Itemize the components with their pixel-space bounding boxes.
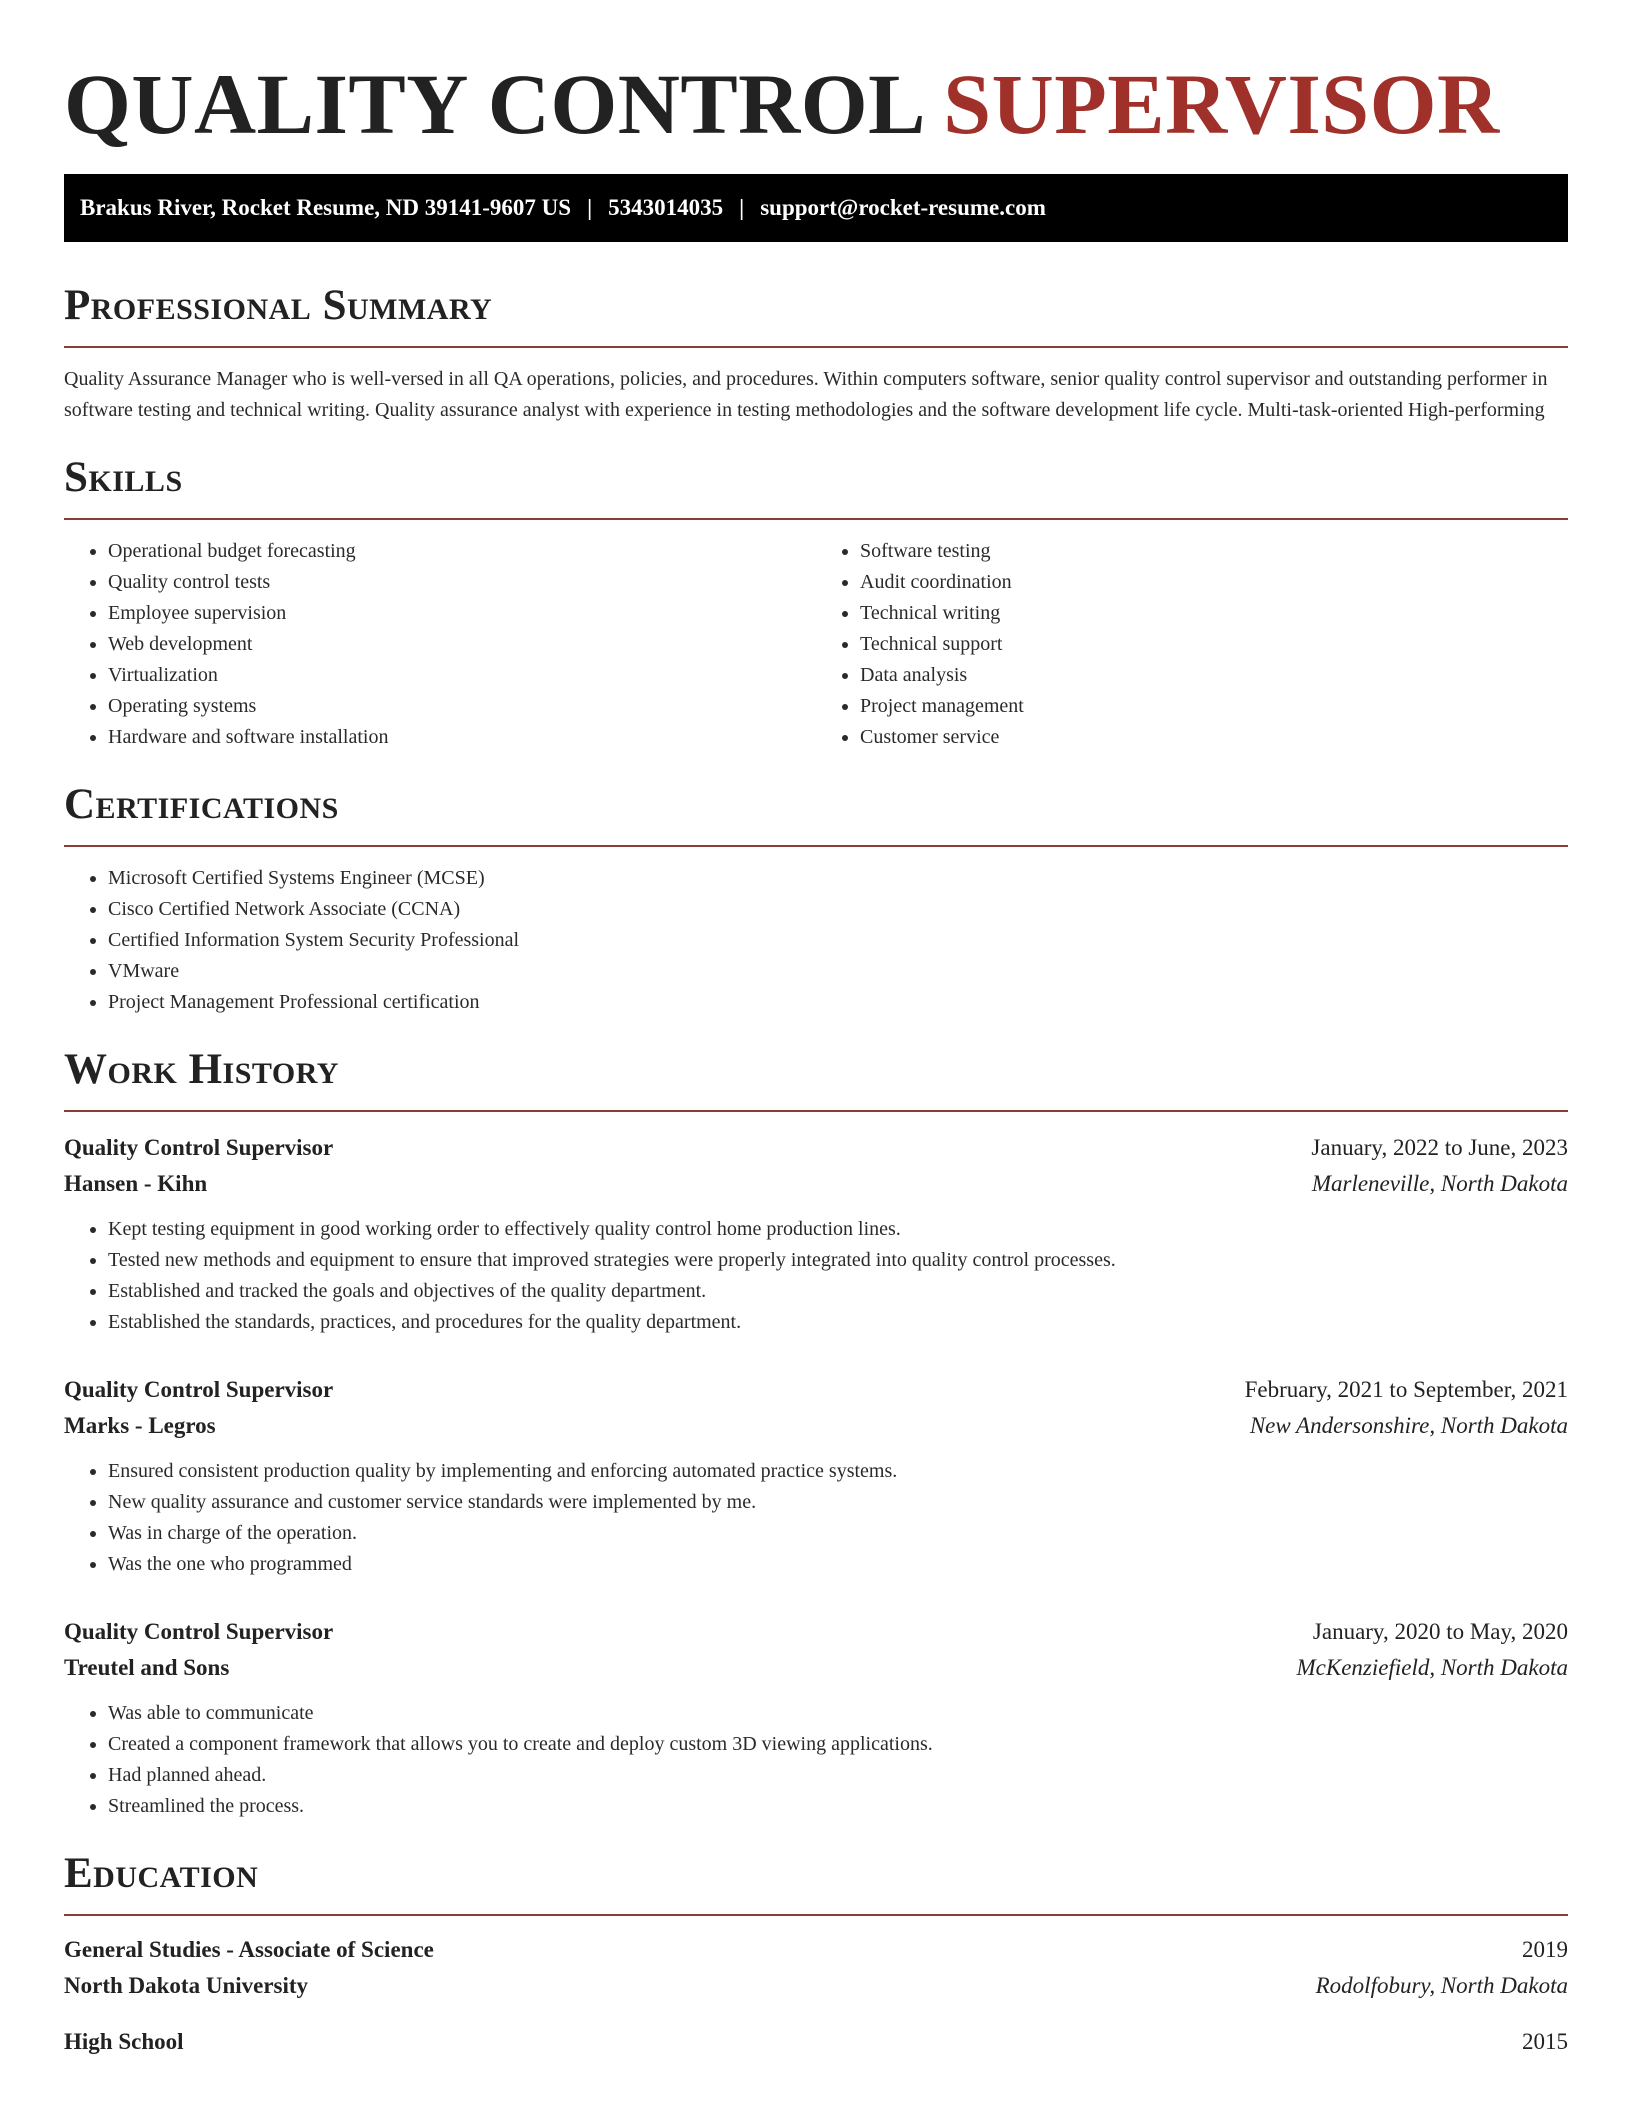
contact-bar	[64, 174, 1568, 242]
skill-item: • Customer service	[860, 722, 1568, 753]
section-divider	[64, 845, 1568, 847]
job-dates: January, 2020 to May, 2020	[1312, 1619, 1568, 1644]
section-heading-summary: Professional Summary	[64, 282, 493, 329]
job-bullets	[64, 1214, 1568, 1338]
skill-item: • Web development	[108, 629, 816, 660]
skill-item: • Data analysis	[860, 660, 1568, 691]
job-dates: January, 2022 to June, 2023	[1311, 1135, 1568, 1160]
contact-phone: 5343014035	[608, 195, 724, 220]
job-entry	[64, 1130, 1568, 1338]
summary-section	[64, 280, 1568, 426]
job-bullets	[64, 1698, 1568, 1822]
skill-item: • Operating systems	[108, 691, 816, 722]
education-school: North Dakota University	[64, 1973, 309, 1998]
skill-item: • Hardware and software installation	[108, 722, 816, 753]
job-entry	[64, 1614, 1568, 1822]
job-bullet: • Ensured consistent production quality by implementing and enforcing automated practice systems.	[108, 1456, 1568, 1487]
job-bullet: • Established the standards, practices, and procedures for the quality department.	[108, 1307, 1568, 1338]
job-title: Quality Control Supervisor	[64, 1377, 334, 1402]
skills-columns	[64, 536, 1568, 753]
education-year: 2019	[1522, 1937, 1568, 1962]
skills-list-right	[816, 536, 1568, 753]
section-divider	[64, 1914, 1568, 1916]
job-company: Marks - Legros	[64, 1413, 216, 1438]
job-bullet: • Streamlined the process.	[108, 1791, 1568, 1822]
section-divider	[64, 1110, 1568, 1112]
section-heading-certifications: Certifications	[64, 781, 339, 828]
certifications-section	[64, 779, 1568, 1018]
contact-address: Brakus River, Rocket Resume, ND 39141-9607 US	[80, 195, 572, 220]
job-bullet: • Was able to communicate	[108, 1698, 1568, 1729]
job-bullet: • Was in charge of the operation.	[108, 1518, 1568, 1549]
education-location: Rodolfobury, North Dakota	[1315, 1973, 1568, 1998]
education-degree: General Studies - Associate of Science	[64, 1937, 434, 1962]
job-company: Hansen - Kihn	[64, 1171, 208, 1196]
skills-section	[64, 452, 1568, 753]
job-dates: February, 2021 to September, 2021	[1244, 1377, 1568, 1402]
job-bullets	[64, 1456, 1568, 1580]
certification-item: • VMware	[108, 956, 1568, 987]
title-main: QUALITY CONTROL	[64, 56, 922, 152]
contact-separator: |	[587, 195, 593, 220]
job-title: Quality Control Supervisor	[64, 1619, 334, 1644]
skill-item: • Employee supervision	[108, 598, 816, 629]
job-bullet: • Was the one who programmed	[108, 1549, 1568, 1580]
skills-list-left	[64, 536, 816, 753]
job-bullet: • Kept testing equipment in good working order to effectively quality control home production lines.	[108, 1214, 1568, 1245]
job-entry	[64, 1372, 1568, 1580]
job-location: New Andersonshire, North Dakota	[1249, 1413, 1568, 1438]
skill-item: • Project management	[860, 691, 1568, 722]
education-degree: High School	[64, 2029, 184, 2054]
certification-item: • Microsoft Certified Systems Engineer (MCSE)	[108, 863, 1568, 894]
job-bullet: • Created a component framework that allows you to create and deploy custom 3D viewing applications.	[108, 1729, 1568, 1760]
resume-title	[64, 0, 1568, 150]
job-location: Marleneville, North Dakota	[1311, 1171, 1568, 1196]
skill-item: • Software testing	[860, 536, 1568, 567]
job-bullet: • Established and tracked the goals and objectives of the quality department.	[108, 1276, 1568, 1307]
certification-item: • Cisco Certified Network Associate (CCNA)	[108, 894, 1568, 925]
section-divider	[64, 346, 1568, 348]
job-company: Treutel and Sons	[64, 1655, 230, 1680]
job-bullet: • Tested new methods and equipment to ensure that improved strategies were properly integrated into quality control processes.	[108, 1245, 1568, 1276]
work-history-section	[64, 1044, 1568, 1822]
certifications-list	[64, 863, 1568, 1018]
section-heading-skills: Skills	[64, 454, 183, 501]
education-entry	[64, 2024, 1568, 2060]
education-entry	[64, 1932, 1568, 2004]
certification-item: • Certified Information System Security Professional	[108, 925, 1568, 956]
section-divider	[64, 518, 1568, 520]
skill-item: • Technical support	[860, 629, 1568, 660]
certification-item: • Project Management Professional certification	[108, 987, 1568, 1018]
job-bullet: • Had planned ahead.	[108, 1760, 1568, 1791]
contact-separator: |	[739, 195, 745, 220]
skill-item: • Operational budget forecasting	[108, 536, 816, 567]
job-location: McKenziefield, North Dakota	[1296, 1655, 1568, 1680]
section-heading-education: Education	[64, 1850, 259, 1897]
title-accent: SUPERVISOR	[943, 56, 1500, 152]
section-heading-work: Work History	[64, 1046, 339, 1093]
skill-item: • Audit coordination	[860, 567, 1568, 598]
skill-item: • Technical writing	[860, 598, 1568, 629]
job-bullet: • New quality assurance and customer service standards were implemented by me.	[108, 1487, 1568, 1518]
education-year: 2015	[1522, 2029, 1568, 2054]
job-title: Quality Control Supervisor	[64, 1135, 334, 1160]
summary-text: Quality Assurance Manager who is well-versed in all QA operations, policies, and procedures. Within computers software, senior quality control supervisor and outstanding performer in software testing and technical writing. Quality assurance analyst with experience in testing methodologies and the software development life cycle. Multi-task-oriented High-performing	[64, 368, 1548, 421]
education-section	[64, 1848, 1568, 2060]
skill-item: • Quality control tests	[108, 567, 816, 598]
skill-item: • Virtualization	[108, 660, 816, 691]
contact-email: support@rocket-resume.com	[760, 195, 1046, 220]
